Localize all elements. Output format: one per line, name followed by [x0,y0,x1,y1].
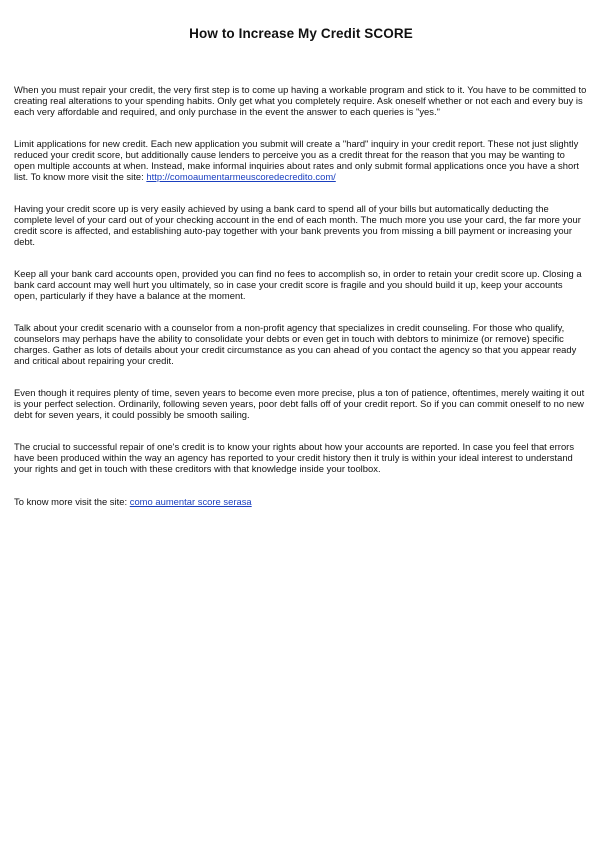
page-title: How to Increase My Credit SCORE [189,26,413,41]
paragraph-repair-plan: When you must repair your credit, the very first step is to come up having a workable program and stick to it. You have to be committed to creating real alterations to your spending habits. Only get what you completely require. Ask oneself whether or not each and every buy is each very affordable and required, and only purchase in the event the answer to each queries is "yes." [14,84,587,117]
closing-text: To know more visit the site: [14,496,130,507]
paragraph-bank-card: Having your credit score up is very easily achieved by using a bank card to spend all of your bills but automatically deducting the complete level of your card out of your checking account in the end of each month. The much more you use your card, the far more your credit score is affected, and establishing auto-pay together with your bank prevents you from missing a bill payment or increasing your debt. [14,203,581,247]
paragraph-limit-applications [14,138,588,182]
paragraph-seven-years: Even though it requires plenty of time, seven years to become even more precise, plus a ton of patience, oftentimes, merely waiting it out is your perfect selection. Ordinarily, following seven years, poor debt falls off of your credit report. So if you can commit oneself to no new debt for seven years, it could possibly be smooth sailing. [14,387,585,420]
paragraph-know-rights: The crucial to successful repair of one's credit is to know your rights about how your accounts are reported. In case you feel that errors have been produced within the way an agency has reported to your credit history then it truly is within your ideal interest to understand your rights and get in touch with these creditors with that knowledge inside your toolbox. [14,441,575,474]
paragraph-accounts-open: Keep all your bank card accounts open, provided you can find no fees to accomplish so, in order to retain your credit score up. Closing a bank card account may well hurt you ultimately, so in case your credit score is fragile and you should build it up, keep your accounts open, particularly if they have a balance at the moment. [14,268,582,301]
paragraph-counselor: Talk about your credit scenario with a counselor from a non-profit agency that specializes in credit counseling. For those who qualify, counselors may perhaps have the ability to consolidate your debts or even get in touch with debtors to minimize (or remove) specific charges. Gather as lots of details about your credit circumstance as you can ahead of you contact the agency so that you appear ready and critical about repairing your credit. [14,322,577,366]
site-link[interactable]: http://comoaumentarmeuscoredecredito.com/ [146,171,336,182]
paragraph-limit-text: Limit applications for new credit. Each new application you submit will create a "hard" inquiry in your credit report. These not just slightly reduced your credit score, but additionally cause lenders to perceive you as a credit threat for the reason that you may be wanting to open multiple accounts at when. Instead, make informal inquiries about rates and only submit formal applications once you have a short list. To know more visit the site: [14,138,579,182]
score-serasa-link[interactable]: como aumentar score serasa [129,496,252,507]
paragraph-closing [14,496,588,507]
